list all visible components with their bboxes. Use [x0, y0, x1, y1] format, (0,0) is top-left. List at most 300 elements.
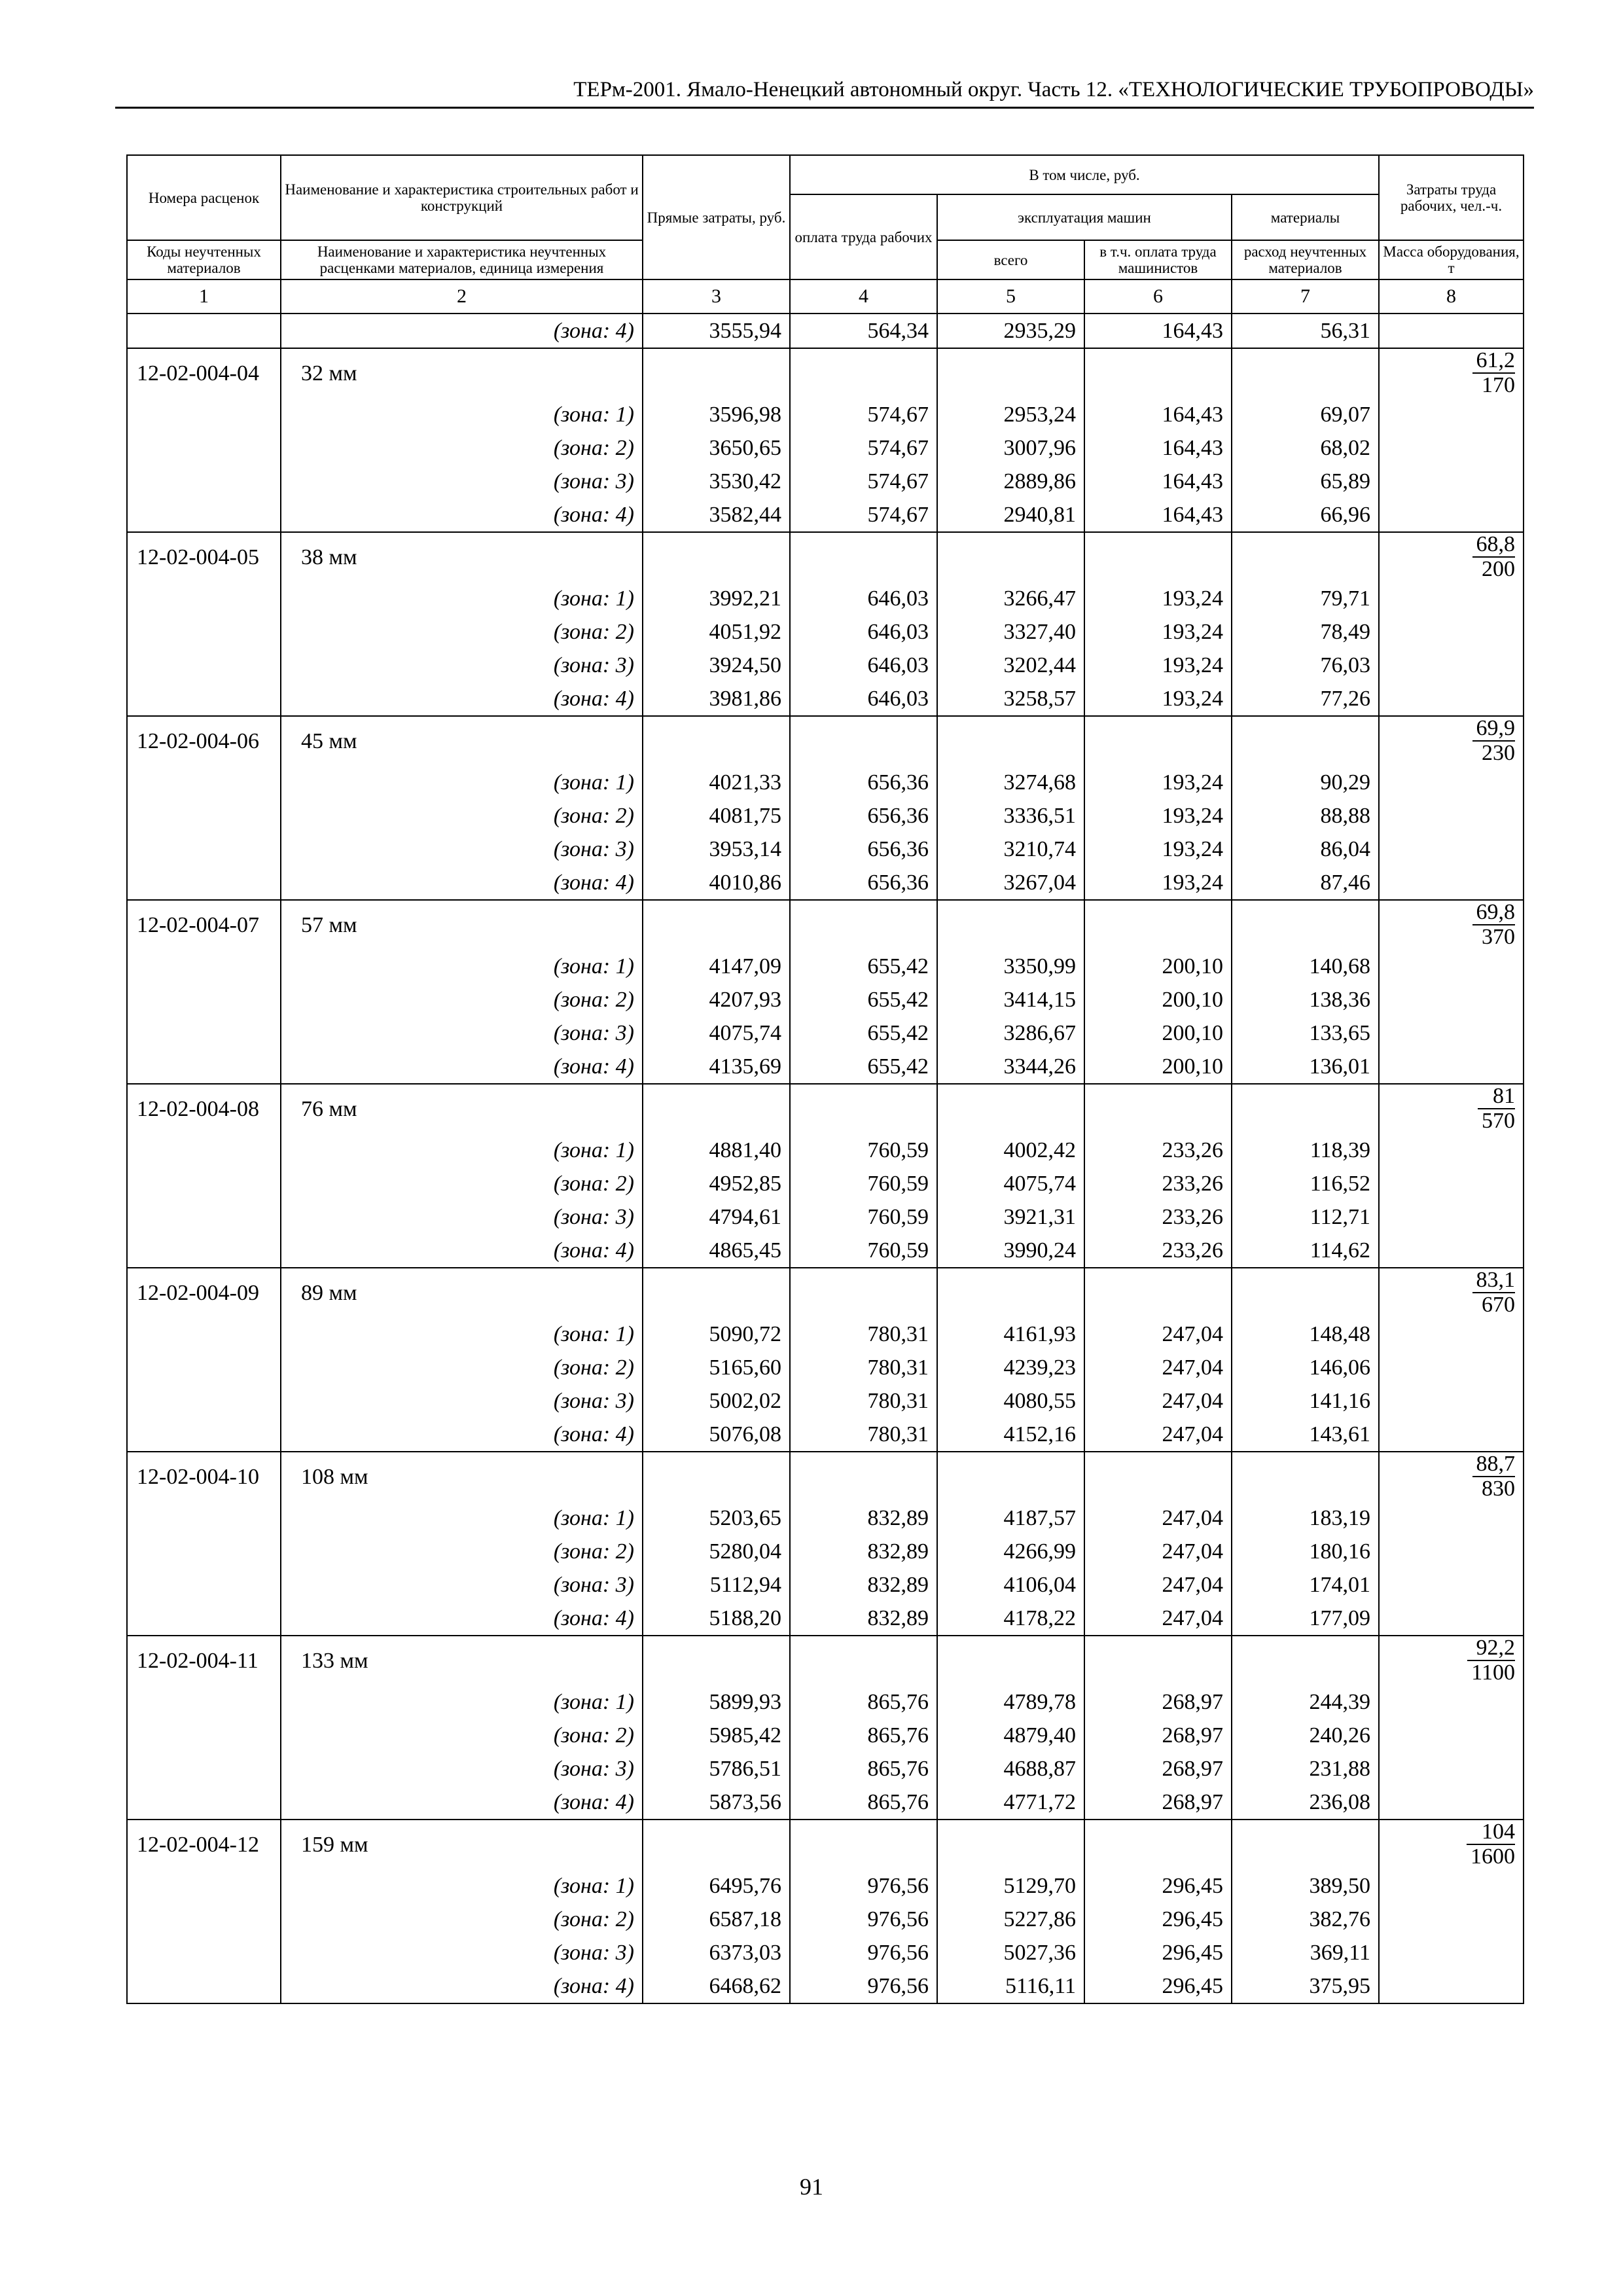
- column-number: 6: [1084, 279, 1232, 314]
- rate-name: 38 мм: [281, 532, 643, 582]
- direct-costs-value: 4865,45: [643, 1234, 790, 1268]
- machines-total-value: 3267,04: [937, 866, 1084, 900]
- empty-value-cell: [643, 1820, 790, 1869]
- zone-row: [127, 1234, 1524, 1268]
- operator-pay-value: 164,43: [1084, 398, 1232, 431]
- rate-code-cell: [127, 465, 281, 498]
- empty-value-cell: [790, 1636, 937, 1685]
- operator-pay-value: 193,24: [1084, 582, 1232, 615]
- operator-pay-value: 268,97: [1084, 1719, 1232, 1752]
- empty-value-cell: [1232, 1084, 1379, 1134]
- labor-mass-cell: [1379, 465, 1524, 498]
- operator-pay-value: 233,26: [1084, 1167, 1232, 1200]
- labor-mass-cell: [1379, 1752, 1524, 1785]
- rate-code-cell: [127, 1869, 281, 1903]
- worker-pay-value: 656,36: [790, 833, 937, 866]
- zone-row: [127, 1167, 1524, 1200]
- operator-pay-value: 233,26: [1084, 1134, 1232, 1167]
- machines-total-value: 3990,24: [937, 1234, 1084, 1268]
- labor-mass-cell: [1379, 431, 1524, 465]
- header-material-name: Наименование и характеристика неучтенных расценками материалов, единица измерения: [281, 240, 643, 279]
- rate-code: 12-02-004-04: [127, 348, 281, 398]
- empty-value-cell: [1084, 348, 1232, 398]
- zone-row: [127, 314, 1524, 348]
- operator-pay-value: 233,26: [1084, 1200, 1232, 1234]
- materials-value: 69,07: [1232, 398, 1379, 431]
- worker-pay-value: 655,42: [790, 1050, 937, 1084]
- machines-total-value: 3414,15: [937, 983, 1084, 1016]
- column-number: 3: [643, 279, 790, 314]
- operator-pay-value: 247,04: [1084, 1535, 1232, 1568]
- column-number: 4: [790, 279, 937, 314]
- worker-pay-value: 655,42: [790, 983, 937, 1016]
- materials-value: 112,71: [1232, 1200, 1379, 1234]
- direct-costs-value: 3596,98: [643, 398, 790, 431]
- worker-pay-value: 656,36: [790, 866, 937, 900]
- zone-row: [127, 1134, 1524, 1167]
- materials-value: 118,39: [1232, 1134, 1379, 1167]
- materials-value: 133,65: [1232, 1016, 1379, 1050]
- machines-total-value: 3274,68: [937, 766, 1084, 799]
- zone-label: (зона: 4): [281, 1418, 643, 1452]
- rate-code-cell: [127, 1903, 281, 1936]
- materials-value: 183,19: [1232, 1501, 1379, 1535]
- materials-value: 136,01: [1232, 1050, 1379, 1084]
- rate-code-cell: [127, 1969, 281, 2003]
- zone-label: (зона: 4): [281, 314, 643, 348]
- worker-pay-value: 655,42: [790, 1016, 937, 1050]
- rate-code-cell: [127, 1134, 281, 1167]
- zone-label: (зона: 1): [281, 950, 643, 983]
- labor-mass-fraction: [1379, 1268, 1524, 1318]
- zone-label: (зона: 1): [281, 1685, 643, 1719]
- zone-row: [127, 682, 1524, 716]
- materials-value: 86,04: [1232, 833, 1379, 866]
- zone-label: (зона: 3): [281, 1752, 643, 1785]
- labor-mass-fraction-value: [1472, 1452, 1516, 1501]
- machines-total-value: 4161,93: [937, 1318, 1084, 1351]
- zone-row: [127, 1602, 1524, 1636]
- worker-pay-value: 760,59: [790, 1167, 937, 1200]
- worker-pay-value: 656,36: [790, 766, 937, 799]
- labor-mass-fraction: [1379, 1636, 1524, 1685]
- machines-total-value: 4879,40: [937, 1719, 1084, 1752]
- direct-costs-value: 6373,03: [643, 1936, 790, 1969]
- labor-mass-fraction: [1379, 348, 1524, 398]
- direct-costs-value: 5280,04: [643, 1535, 790, 1568]
- rate-code: 12-02-004-09: [127, 1268, 281, 1318]
- direct-costs-value: 3924,50: [643, 649, 790, 682]
- machines-total-value: 4266,99: [937, 1535, 1084, 1568]
- empty-value-cell: [790, 1084, 937, 1134]
- empty-value-cell: [1084, 1636, 1232, 1685]
- operator-pay-value: 193,24: [1084, 615, 1232, 649]
- rate-code-cell: [127, 498, 281, 532]
- labor-mass-cell: [1379, 1016, 1524, 1050]
- materials-value: 174,01: [1232, 1568, 1379, 1602]
- zone-row: [127, 615, 1524, 649]
- machines-total-value: 4075,74: [937, 1167, 1084, 1200]
- worker-pay-value: 656,36: [790, 799, 937, 833]
- zone-label: (зона: 4): [281, 682, 643, 716]
- labor-mass-cell: [1379, 1602, 1524, 1636]
- operator-pay-value: 200,10: [1084, 1016, 1232, 1050]
- operator-pay-value: 233,26: [1084, 1234, 1232, 1268]
- equipment-mass-value: 1600: [1471, 1844, 1516, 1869]
- labor-mass-fraction-value: [1472, 1268, 1516, 1317]
- rate-name: 108 мм: [281, 1452, 643, 1501]
- header-material-consumption: расход неучтенных материалов: [1232, 240, 1379, 279]
- labor-costs-value: 69,9: [1472, 717, 1516, 742]
- empty-value-cell: [937, 348, 1084, 398]
- rate-code-cell: [127, 1016, 281, 1050]
- operator-pay-value: 200,10: [1084, 983, 1232, 1016]
- zone-row: [127, 866, 1524, 900]
- rate-name: 57 мм: [281, 900, 643, 950]
- rate-code: 12-02-004-06: [127, 716, 281, 766]
- worker-pay-value: 832,89: [790, 1535, 937, 1568]
- header-equipment-mass: Масса оборудования, т: [1379, 240, 1524, 279]
- operator-pay-value: 164,43: [1084, 314, 1232, 348]
- worker-pay-value: 574,67: [790, 431, 937, 465]
- operator-pay-value: 193,24: [1084, 682, 1232, 716]
- direct-costs-value: 4021,33: [643, 766, 790, 799]
- materials-value: 78,49: [1232, 615, 1379, 649]
- empty-value-cell: [643, 532, 790, 582]
- labor-mass-cell: [1379, 1418, 1524, 1452]
- materials-value: 140,68: [1232, 950, 1379, 983]
- rate-row: [127, 1084, 1524, 1134]
- operator-pay-value: 296,45: [1084, 1869, 1232, 1903]
- rate-code-cell: [127, 615, 281, 649]
- zone-label: (зона: 4): [281, 1785, 643, 1820]
- header-labor-costs: Затраты труда рабочих, чел.-ч.: [1379, 155, 1524, 240]
- materials-value: 88,88: [1232, 799, 1379, 833]
- machines-total-value: 4152,16: [937, 1418, 1084, 1452]
- labor-mass-cell: [1379, 866, 1524, 900]
- column-number: 5: [937, 279, 1084, 314]
- worker-pay-value: 780,31: [790, 1318, 937, 1351]
- header-rule: [115, 107, 1534, 109]
- worker-pay-value: 865,76: [790, 1785, 937, 1820]
- labor-mass-fraction: [1379, 1820, 1524, 1869]
- header-worker-pay: оплата труда рабочих: [790, 194, 937, 279]
- zone-label: (зона: 1): [281, 582, 643, 615]
- header-work-name: Наименование и характеристика строительных работ и конструкций: [281, 155, 643, 240]
- rate-code-cell: [127, 799, 281, 833]
- labor-mass-cell: [1379, 1685, 1524, 1719]
- worker-pay-value: 646,03: [790, 682, 937, 716]
- direct-costs-value: 4881,40: [643, 1134, 790, 1167]
- empty-value-cell: [1084, 532, 1232, 582]
- empty-value-cell: [1232, 532, 1379, 582]
- header-direct-costs: Прямые затраты, руб.: [643, 155, 790, 279]
- zone-row: [127, 1501, 1524, 1535]
- direct-costs-value: 4075,74: [643, 1016, 790, 1050]
- column-number: 1: [127, 279, 281, 314]
- labor-mass-cell: [1379, 314, 1524, 348]
- zone-label: (зона: 2): [281, 1167, 643, 1200]
- zone-row: [127, 950, 1524, 983]
- operator-pay-value: 247,04: [1084, 1318, 1232, 1351]
- equipment-mass-value: 370: [1482, 925, 1516, 949]
- zone-row: [127, 582, 1524, 615]
- zone-row: [127, 498, 1524, 532]
- equipment-mass-value: 200: [1482, 557, 1516, 581]
- empty-value-cell: [1232, 900, 1379, 950]
- operator-pay-value: 247,04: [1084, 1501, 1232, 1535]
- labor-mass-cell: [1379, 498, 1524, 532]
- machines-total-value: 4178,22: [937, 1602, 1084, 1636]
- worker-pay-value: 976,56: [790, 1869, 937, 1903]
- rate-code: 12-02-004-11: [127, 1636, 281, 1685]
- zone-label: (зона: 2): [281, 799, 643, 833]
- machines-total-value: 2935,29: [937, 314, 1084, 348]
- labor-mass-cell: [1379, 1384, 1524, 1418]
- machines-total-value: 3327,40: [937, 615, 1084, 649]
- worker-pay-value: 865,76: [790, 1685, 937, 1719]
- materials-value: 375,95: [1232, 1969, 1379, 2003]
- materials-value: 79,71: [1232, 582, 1379, 615]
- rate-code-cell: [127, 1050, 281, 1084]
- machines-total-value: 5116,11: [937, 1969, 1084, 2003]
- zone-row: [127, 766, 1524, 799]
- operator-pay-value: 268,97: [1084, 1752, 1232, 1785]
- rate-code-cell: [127, 1318, 281, 1351]
- materials-value: 143,61: [1232, 1418, 1379, 1452]
- rate-row: [127, 716, 1524, 766]
- empty-value-cell: [1232, 348, 1379, 398]
- zone-row: [127, 1685, 1524, 1719]
- machines-total-value: 3202,44: [937, 649, 1084, 682]
- operator-pay-value: 268,97: [1084, 1685, 1232, 1719]
- labor-costs-value: 104: [1467, 1820, 1515, 1845]
- zone-label: (зона: 4): [281, 1050, 643, 1084]
- materials-value: 148,48: [1232, 1318, 1379, 1351]
- machines-total-value: 4002,42: [937, 1134, 1084, 1167]
- labor-mass-fraction-value: [1472, 533, 1516, 581]
- direct-costs-value: 5899,93: [643, 1685, 790, 1719]
- column-number: 8: [1379, 279, 1524, 314]
- machines-total-value: 3344,26: [937, 1050, 1084, 1084]
- direct-costs-value: 5786,51: [643, 1752, 790, 1785]
- rate-name: 76 мм: [281, 1084, 643, 1134]
- empty-value-cell: [1232, 1820, 1379, 1869]
- rate-code-cell: [127, 1167, 281, 1200]
- machines-total-value: 3258,57: [937, 682, 1084, 716]
- empty-value-cell: [1084, 1820, 1232, 1869]
- direct-costs-value: 4010,86: [643, 866, 790, 900]
- zone-label: (зона: 3): [281, 1936, 643, 1969]
- labor-mass-cell: [1379, 1936, 1524, 1969]
- worker-pay-value: 646,03: [790, 649, 937, 682]
- worker-pay-value: 780,31: [790, 1384, 937, 1418]
- worker-pay-value: 865,76: [790, 1752, 937, 1785]
- operator-pay-value: 247,04: [1084, 1602, 1232, 1636]
- materials-value: 77,26: [1232, 682, 1379, 716]
- zone-label: (зона: 3): [281, 1016, 643, 1050]
- operator-pay-value: 193,24: [1084, 799, 1232, 833]
- header-material-codes: Коды неучтенных материалов: [127, 240, 281, 279]
- direct-costs-value: 3582,44: [643, 498, 790, 532]
- column-number-row: [127, 279, 1524, 314]
- direct-costs-value: 4081,75: [643, 799, 790, 833]
- empty-value-cell: [1084, 1084, 1232, 1134]
- operator-pay-value: 193,24: [1084, 649, 1232, 682]
- materials-value: 68,02: [1232, 431, 1379, 465]
- zone-row: [127, 398, 1524, 431]
- zone-row: [127, 1351, 1524, 1384]
- empty-value-cell: [790, 1268, 937, 1318]
- labor-costs-value: 81: [1478, 1085, 1515, 1109]
- labor-mass-fraction: [1379, 716, 1524, 766]
- rate-row: [127, 532, 1524, 582]
- materials-value: 138,36: [1232, 983, 1379, 1016]
- materials-value: 382,76: [1232, 1903, 1379, 1936]
- zone-row: [127, 833, 1524, 866]
- labor-mass-cell: [1379, 1134, 1524, 1167]
- labor-mass-cell: [1379, 833, 1524, 866]
- zone-row: [127, 1535, 1524, 1568]
- zone-label: (зона: 2): [281, 431, 643, 465]
- materials-value: 76,03: [1232, 649, 1379, 682]
- labor-mass-fraction-value: [1472, 349, 1516, 397]
- rate-code-cell: [127, 1719, 281, 1752]
- operator-pay-value: 247,04: [1084, 1351, 1232, 1384]
- empty-value-cell: [937, 900, 1084, 950]
- operator-pay-value: 247,04: [1084, 1568, 1232, 1602]
- zone-label: (зона: 2): [281, 615, 643, 649]
- machines-total-value: 3921,31: [937, 1200, 1084, 1234]
- direct-costs-value: 4051,92: [643, 615, 790, 649]
- rate-code-cell: [127, 1535, 281, 1568]
- materials-value: 389,50: [1232, 1869, 1379, 1903]
- rate-code: 12-02-004-10: [127, 1452, 281, 1501]
- direct-costs-value: 3992,21: [643, 582, 790, 615]
- labor-mass-cell: [1379, 950, 1524, 983]
- empty-value-cell: [1084, 1452, 1232, 1501]
- labor-mass-cell: [1379, 983, 1524, 1016]
- empty-value-cell: [1232, 1636, 1379, 1685]
- empty-value-cell: [1232, 1268, 1379, 1318]
- empty-value-cell: [937, 1084, 1084, 1134]
- rate-code-cell: [127, 1200, 281, 1234]
- machines-total-value: 3286,67: [937, 1016, 1084, 1050]
- labor-mass-cell: [1379, 1318, 1524, 1351]
- rate-code-cell: [127, 682, 281, 716]
- machines-total-value: 2940,81: [937, 498, 1084, 532]
- worker-pay-value: 976,56: [790, 1969, 937, 2003]
- zone-label: (зона: 2): [281, 1351, 643, 1384]
- worker-pay-value: 832,89: [790, 1568, 937, 1602]
- rate-code: 12-02-004-08: [127, 1084, 281, 1134]
- empty-value-cell: [937, 1636, 1084, 1685]
- rate-name: 32 мм: [281, 348, 643, 398]
- equipment-mass-value: 570: [1482, 1109, 1516, 1133]
- empty-value-cell: [643, 716, 790, 766]
- materials-value: 116,52: [1232, 1167, 1379, 1200]
- zone-label: (зона: 3): [281, 465, 643, 498]
- operator-pay-value: 164,43: [1084, 498, 1232, 532]
- labor-costs-value: 69,8: [1472, 901, 1516, 925]
- zone-row: [127, 1568, 1524, 1602]
- rate-code-cell: [127, 866, 281, 900]
- rate-code-cell: [127, 1936, 281, 1969]
- zone-label: (зона: 1): [281, 1501, 643, 1535]
- worker-pay-value: 564,34: [790, 314, 937, 348]
- rate-code-cell: [127, 983, 281, 1016]
- operator-pay-value: 193,24: [1084, 766, 1232, 799]
- labor-costs-value: 92,2: [1467, 1636, 1515, 1661]
- rate-name: 133 мм: [281, 1636, 643, 1685]
- zone-row: [127, 1785, 1524, 1820]
- zone-label: (зона: 4): [281, 498, 643, 532]
- labor-mass-cell: [1379, 799, 1524, 833]
- empty-value-cell: [1232, 1452, 1379, 1501]
- zone-row: [127, 1050, 1524, 1084]
- rate-code-cell: [127, 1384, 281, 1418]
- rate-code-cell: [127, 314, 281, 348]
- empty-value-cell: [1084, 900, 1232, 950]
- rate-code-cell: [127, 398, 281, 431]
- direct-costs-value: 4147,09: [643, 950, 790, 983]
- materials-value: 56,31: [1232, 314, 1379, 348]
- operator-pay-value: 268,97: [1084, 1785, 1232, 1820]
- zone-label: (зона: 2): [281, 1535, 643, 1568]
- empty-value-cell: [643, 1452, 790, 1501]
- materials-value: 180,16: [1232, 1535, 1379, 1568]
- rate-code-cell: [127, 1418, 281, 1452]
- direct-costs-value: 5188,20: [643, 1602, 790, 1636]
- zone-row: [127, 1418, 1524, 1452]
- empty-value-cell: [790, 900, 937, 950]
- direct-costs-value: 6495,76: [643, 1869, 790, 1903]
- labor-mass-cell: [1379, 1501, 1524, 1535]
- zone-label: (зона: 2): [281, 1903, 643, 1936]
- labor-mass-cell: [1379, 1903, 1524, 1936]
- worker-pay-value: 760,59: [790, 1234, 937, 1268]
- labor-mass-cell: [1379, 1969, 1524, 2003]
- machines-total-value: 4771,72: [937, 1785, 1084, 1820]
- zone-row: [127, 1719, 1524, 1752]
- operator-pay-value: 164,43: [1084, 431, 1232, 465]
- rate-code: 12-02-004-05: [127, 532, 281, 582]
- rate-code-cell: [127, 1501, 281, 1535]
- direct-costs-value: 4794,61: [643, 1200, 790, 1234]
- labor-mass-cell: [1379, 682, 1524, 716]
- rate-code-cell: [127, 766, 281, 799]
- rate-code-cell: [127, 1234, 281, 1268]
- materials-value: 231,88: [1232, 1752, 1379, 1785]
- direct-costs-value: 5112,94: [643, 1568, 790, 1602]
- zone-label: (зона: 1): [281, 766, 643, 799]
- labor-mass-cell: [1379, 1050, 1524, 1084]
- equipment-mass-value: 170: [1482, 373, 1516, 397]
- machines-total-value: 4187,57: [937, 1501, 1084, 1535]
- rate-code: 12-02-004-07: [127, 900, 281, 950]
- empty-value-cell: [790, 532, 937, 582]
- labor-mass-fraction-value: [1472, 901, 1516, 949]
- labor-mass-fraction: [1379, 1452, 1524, 1501]
- rate-name: 89 мм: [281, 1268, 643, 1318]
- direct-costs-value: 4135,69: [643, 1050, 790, 1084]
- header-operator-pay: в т.ч. оплата труда машинистов: [1084, 240, 1232, 279]
- header-machines-total: всего: [937, 240, 1084, 279]
- machines-total-value: 3336,51: [937, 799, 1084, 833]
- direct-costs-value: 4952,85: [643, 1167, 790, 1200]
- operator-pay-value: 247,04: [1084, 1418, 1232, 1452]
- empty-value-cell: [643, 1268, 790, 1318]
